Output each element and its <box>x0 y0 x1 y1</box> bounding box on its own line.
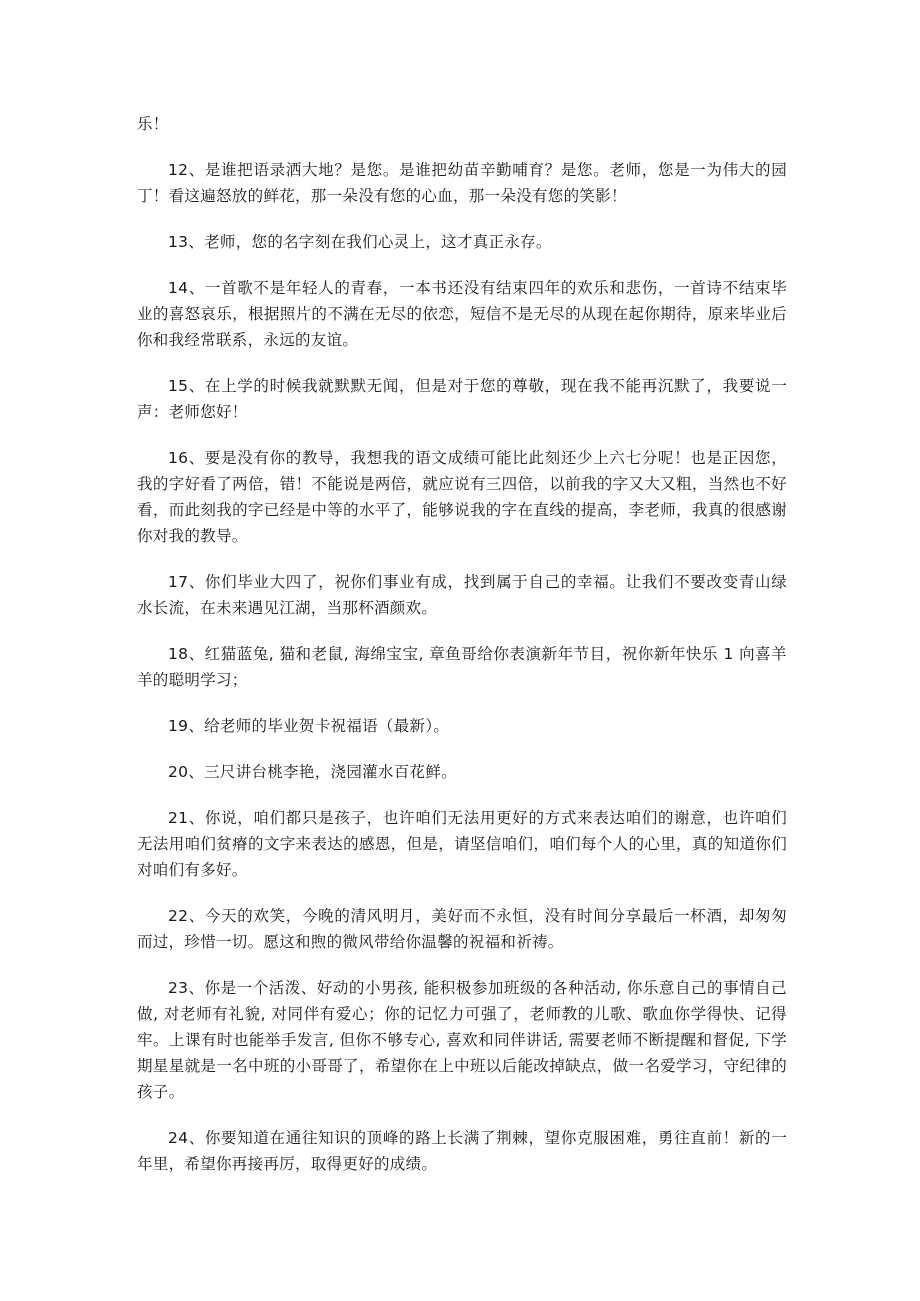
paragraph-14: 14、一首歌不是年轻人的青春，一本书还没有结束四年的欢乐和悲伤，一首诗不结束毕业的喜怒哀乐，根据照片的不满在无尽的依恋，短信不是无尽的从现在起你期待，原来毕业后你和我经常联系，永远的友谊。 <box>137 279 787 349</box>
paragraph-13: 13、老师，您的名字刻在我们心灵上，这才真正永存。 <box>168 233 552 251</box>
paragraph-15: 15、在上学的时候我就默默无闻，但是对于您的尊敬，现在我不能再沉默了，我要说一声：老师您好！ <box>137 377 787 421</box>
paragraph-16: 16、要是没有你的教导，我想我的语文成绩可能比此刻还少上六七分呢！也是正因您，我的字好看了两倍，错！不能说是两倍，就应说有三四倍，以前我的字又大又粗，当然也不好看，而此刻我的字已经是中等的水平了，能够说我的字在直线的提高，李老师，我真的很感谢你对我的教导。 <box>137 449 787 545</box>
paragraph-continuation: 乐！ <box>137 115 169 133</box>
paragraph-12: 12、是谁把语录洒大地？是您。是谁把幼苗辛勤哺育？是您。老师，您是一为伟大的园丁！看这遍怒放的鲜花，那一朵没有您的心血，那一朵没有您的笑影！ <box>137 161 787 205</box>
document-body <box>137 111 787 1197</box>
paragraph-23: 23、你是一个活泼、好动的小男孩, 能积极参加班级的各种活动, 你乐意自己的事情自己做, 对老师有礼貌, 对同伴有爱心；你的记忆力可强了，老师教的儿歌、歌血你学得快、记得牢。上课有时也能举手发言, 但你不够专心, 喜欢和同伴讲话, 需要老师不断提醒和督促, 下学期星星就是一名中班的小哥哥了，希望你在上中班以后能改掉缺点，做一名爱学习，守纪律的孩子。 <box>137 979 787 1101</box>
paragraph-17: 17、你们毕业大四了，祝你们事业有成，找到属于自己的幸福。让我们不要改变青山绿水长流，在未来遇见江湖，当那杯酒颜欢。 <box>137 573 787 617</box>
paragraph-21: 21、你说，咱们都只是孩子，也许咱们无法用更好的方式来表达咱们的谢意，也许咱们无法用咱们贫瘠的文字来表达的感恩，但是，请坚信咱们，咱们每个人的心里，真的知道你们对咱们有多好。 <box>137 809 787 879</box>
paragraph-20: 20、三尺讲台桃李艳，浇园灌水百花鲜。 <box>168 763 457 781</box>
paragraph-24: 24、你要知道在通往知识的顶峰的路上长满了荆棘，望你克服困难，勇往直前！新的一年里，希望你再接再厉，取得更好的成绩。 <box>137 1129 787 1173</box>
paragraph-22: 22、今天的欢笑，今晚的清风明月，美好而不永恒，没有时间分享最后一杯酒，却匆匆而过，珍惜一切。愿这和煦的微风带给你温馨的祝福和祈祷。 <box>137 907 787 951</box>
paragraph-19: 19、给老师的毕业贺卡祝福语（最新）。 <box>168 717 450 735</box>
paragraph-18: 18、红猫蓝兔, 猫和老鼠, 海绵宝宝, 章鱼哥给你表演新年节目，祝你新年快乐 1 向喜羊羊的聪明学习； <box>137 645 787 689</box>
